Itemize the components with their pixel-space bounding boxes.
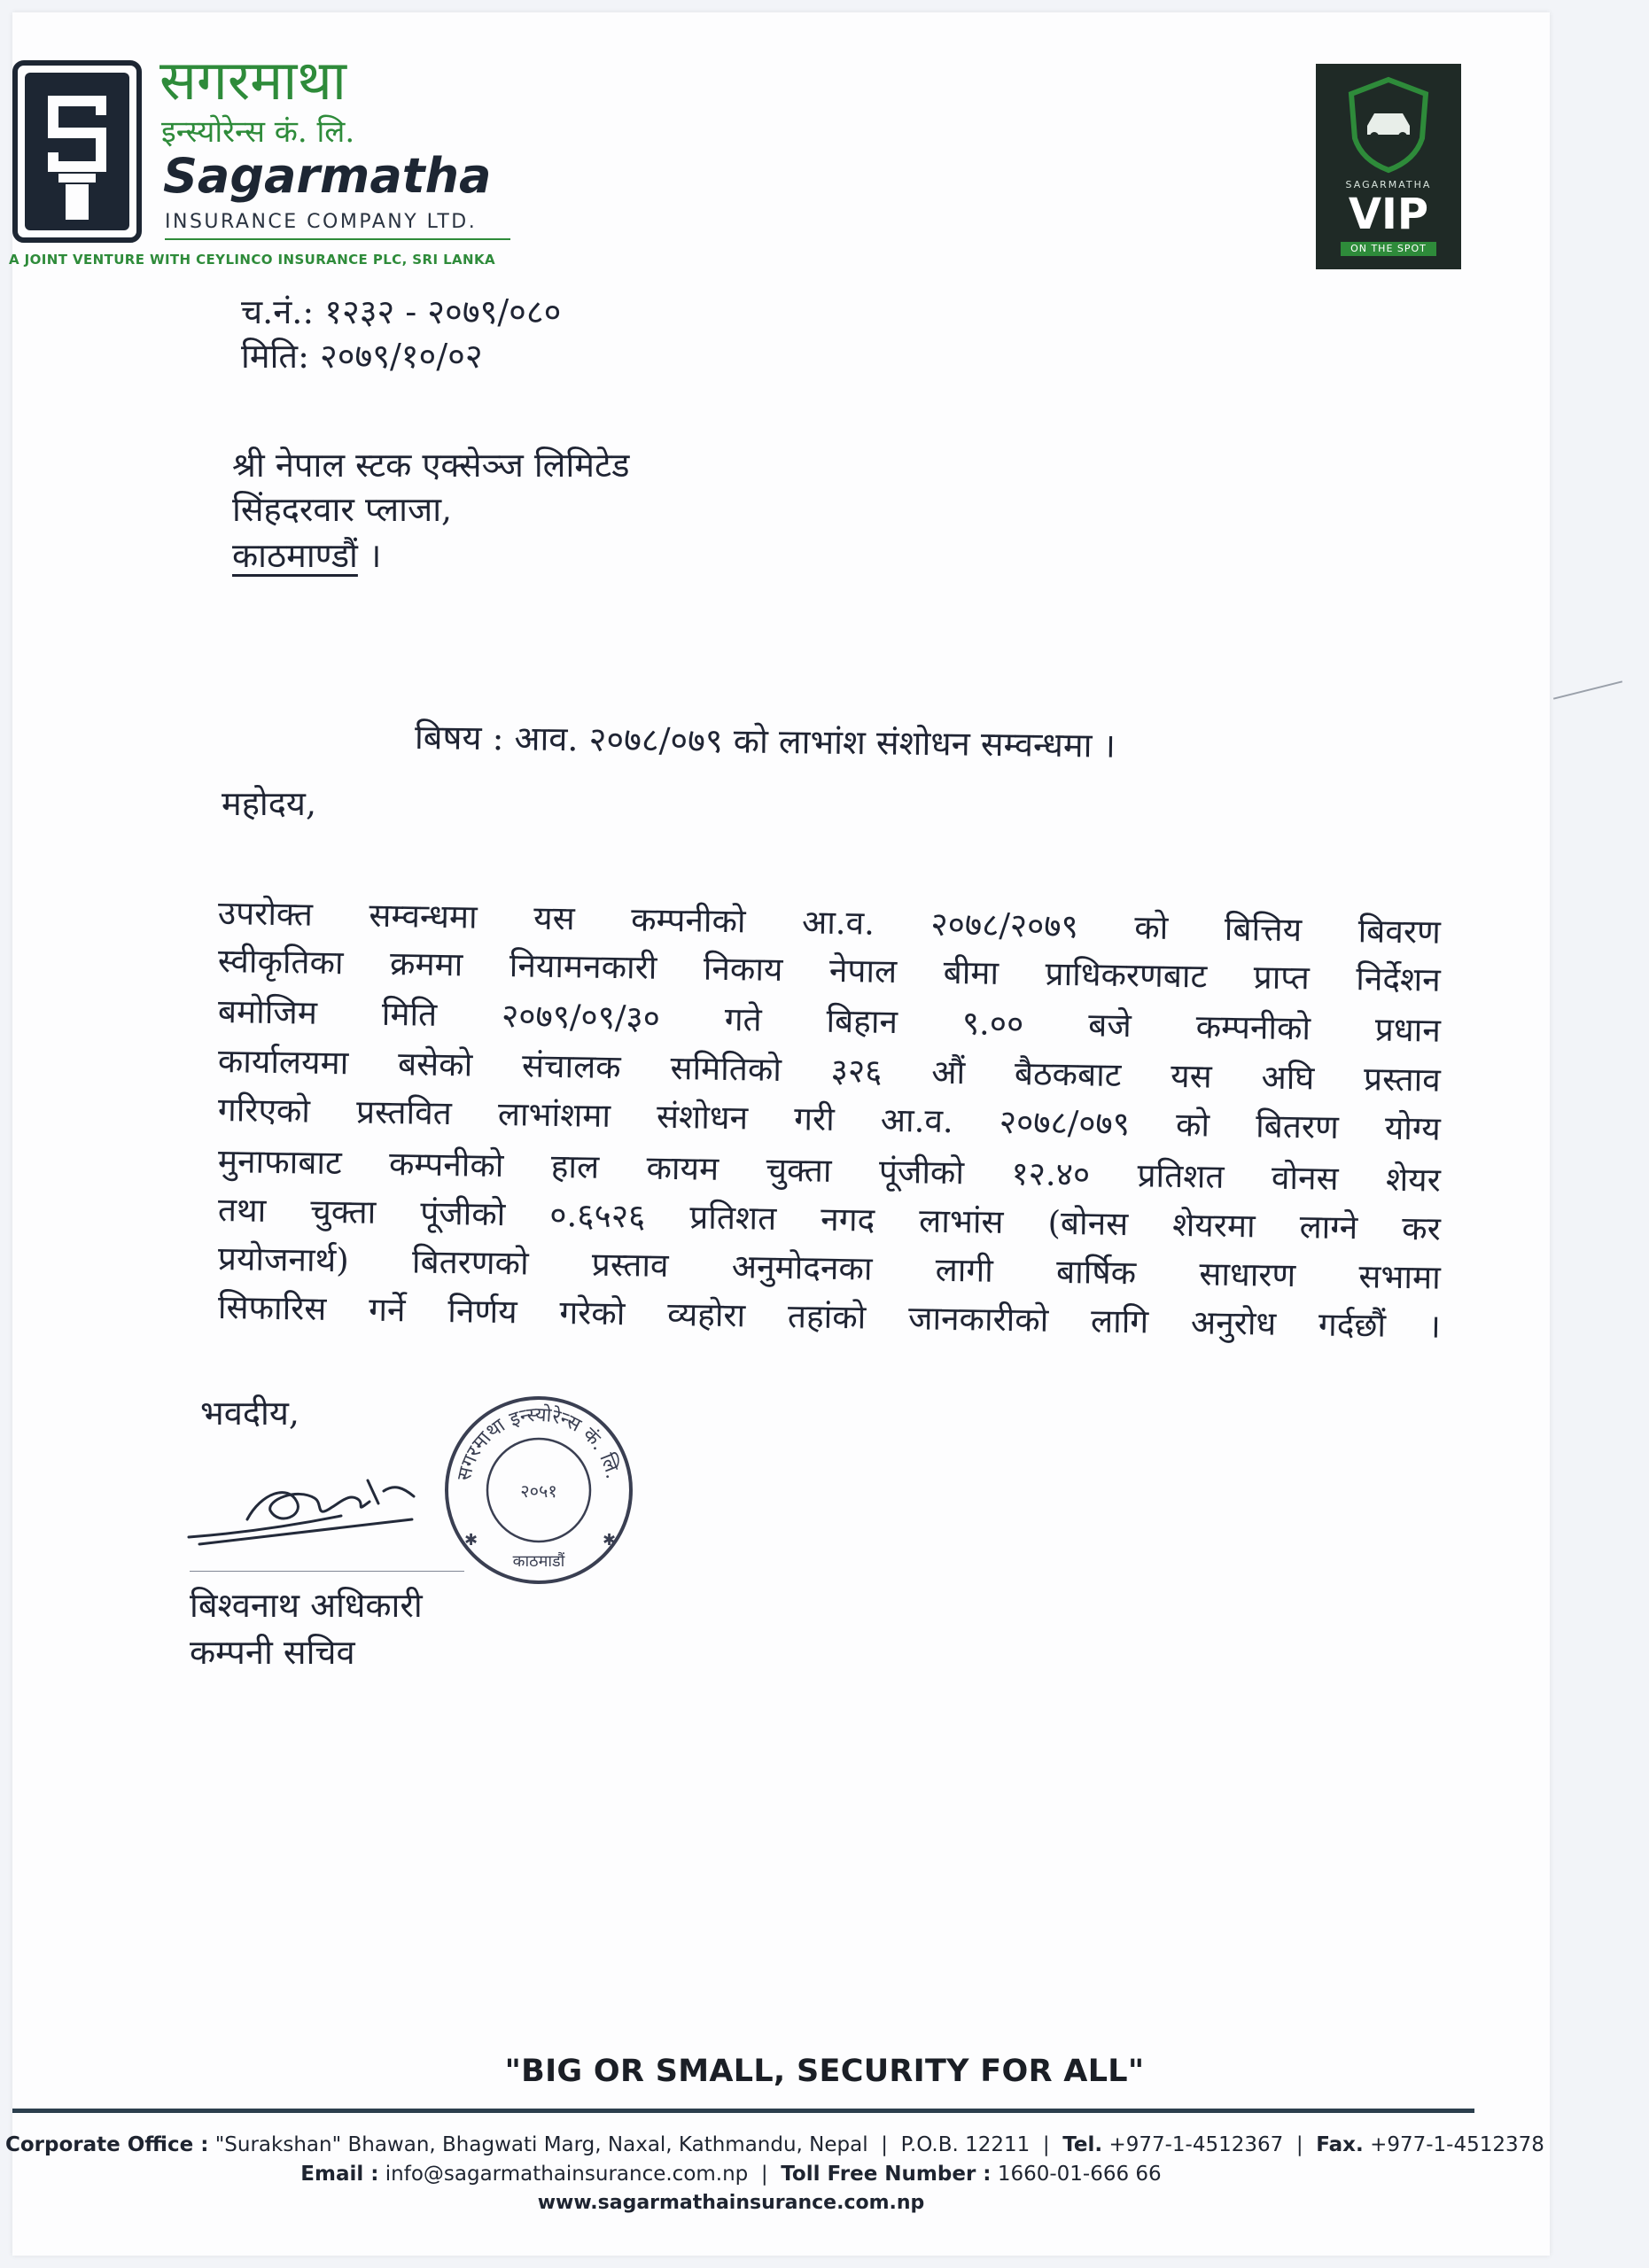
addressee-city: काठमाण्डौं <box>232 536 358 575</box>
signature <box>182 1457 439 1555</box>
addressee-line-1: श्री नेपाल स्टक एक्सेञ्ज लिमिटेड <box>232 446 630 485</box>
office-address: "Surakshan" Bhawan, Bhagwati Marg, Naxal, Kathmandu, Nepal <box>214 2133 868 2156</box>
salutation: महोदय, <box>222 784 317 823</box>
company-logo-icon <box>12 60 142 243</box>
brand-divider <box>165 238 510 240</box>
letter-subject: बिषय : आव. २०७८/०७९ को लाभांश संशोधन सम्वन्धमा । <box>414 718 1116 765</box>
footer-divider <box>12 2109 1474 2113</box>
vip-badge <box>1316 64 1461 269</box>
vip-label: VIP <box>1348 190 1429 239</box>
seal-ring-text: सगरमाथा इन्स्योरेन्स कं. लि. <box>453 1403 624 1483</box>
body-line: मुनाफाबाट कम्पनीको हाल कायम चुक्ता पूंजीको १२.४० प्रतिशत वोनस शेयर <box>217 1142 1442 1200</box>
email-address: info@sagarmathainsurance.com.np <box>385 2163 749 2186</box>
tel-label: Tel. <box>1062 2133 1103 2156</box>
vip-tagline: ON THE SPOT <box>1341 242 1436 256</box>
joint-venture-line: A JOINT VENTURE WITH CEYLINCO INSURANCE PLC, SRI LANKA <box>9 252 496 268</box>
seal-year: २०५१ <box>520 1480 557 1502</box>
body-line: कार्यालयमा बसेको संचालक समितिको ३२६ औं बैठकबाट यस अघि प्रस्ताव <box>217 1042 1442 1099</box>
signatory-title: कम्पनी सचिव <box>190 1633 355 1672</box>
footer-contact-line: Corporate Office : "Surakshan" Bhawan, Bhagwati Marg, Naxal, Kathmandu, Nepal | P.O.B. 12211 | Tel. +977-1-4512367 | Fax. +977-1-4512378 <box>5 2133 1544 2156</box>
tollfree-number: 1660-01-666 66 <box>997 2163 1162 2186</box>
reference-number: च.नं.: १२३२ - २०७९/०८० <box>241 292 562 331</box>
body-line: सिफारिस गर्ने निर्णय गरेको व्यहोरा तहांको जानकारीको लागि अनुरोध गर्दछौं । <box>217 1288 1442 1346</box>
seal-star-icon: ✱ <box>464 1531 478 1550</box>
signatory-name: बिश्वनाथ अधिकारी <box>190 1586 423 1625</box>
body-line: प्रयोजनार्थ) बितरणको प्रस्ताव अनुमोदनका लागी बार्षिक साधारण सभामा <box>217 1239 1442 1297</box>
company-name-nepali-sub: इन्स्योरेन्स कं. लि. <box>161 114 355 150</box>
letter-date: मिति: २०७९/१०/०२ <box>241 337 483 376</box>
company-name-english-sub: INSURANCE COMPANY LTD. <box>165 211 478 233</box>
email-label: Email : <box>300 2163 379 2186</box>
company-seal <box>441 1393 636 1588</box>
scan-edge-mark <box>1553 680 1622 699</box>
signature-line <box>190 1571 464 1572</box>
body-line: बमोजिम मिति २०७९/०९/३० गते बिहान ९.०० बजे कम्पनीको प्रधान <box>217 992 1442 1050</box>
addressee-city-line <box>232 532 381 578</box>
tel-number: +977-1-4512367 <box>1108 2133 1284 2156</box>
shield-car-icon <box>1344 76 1433 174</box>
company-name-nepali: सगरमाथा <box>159 48 346 113</box>
po-box: P.O.B. 12211 <box>900 2133 1031 2156</box>
svg-text:सगरमाथा इन्स्योरेन्स कं. लि. <box>454 1403 624 1483</box>
closing: भवदीय, <box>200 1394 299 1433</box>
office-label: Corporate Office : <box>5 2133 209 2156</box>
body-line: स्वीकृतिका क्रममा नियामनकारी निकाय नेपाल बीमा प्राधिकरणबाट प्राप्त निर्देशन <box>217 942 1442 999</box>
tollfree-label: Toll Free Number : <box>781 2163 992 2186</box>
website-link: www.sagarmathainsurance.com.np <box>537 2192 925 2214</box>
body-line: गरिएको प्रस्तवित लाभांशमा संशोधन गरी आ.व. २०७८/०७९ को बितरण योग्य <box>217 1091 1442 1148</box>
addressee-line-2: सिंहदरवार प्लाजा, <box>232 490 453 529</box>
body-line: तथा चुक्ता पूंजीको ०.६५२६ प्रतिशत नगद लाभांस (बोनस शेयरमा लाग्ने कर <box>217 1191 1442 1248</box>
footer-email-line: Email : info@sagarmathainsurance.com.np | Toll Free Number : 1660-01-666 66 <box>300 2163 1162 2186</box>
body-line: उपरोक्त सम्वन्धमा यस कम्पनीको आ.व. २०७८/२०७९ को बित्तिय बिवरण <box>217 894 1442 951</box>
seal-star-icon: ✱ <box>603 1531 617 1550</box>
vip-brand-label: SAGARMATHA <box>1345 179 1432 190</box>
fax-number: +977-1-4512378 <box>1370 2133 1544 2156</box>
addressee-end-mark: । <box>369 536 382 575</box>
footer-tagline: "BIG OR SMALL, SECURITY FOR ALL" <box>504 2054 1145 2089</box>
company-name-english: Sagarmatha <box>163 148 492 204</box>
fax-label: Fax. <box>1316 2133 1364 2156</box>
seal-city: काठमाडौं <box>512 1552 565 1571</box>
